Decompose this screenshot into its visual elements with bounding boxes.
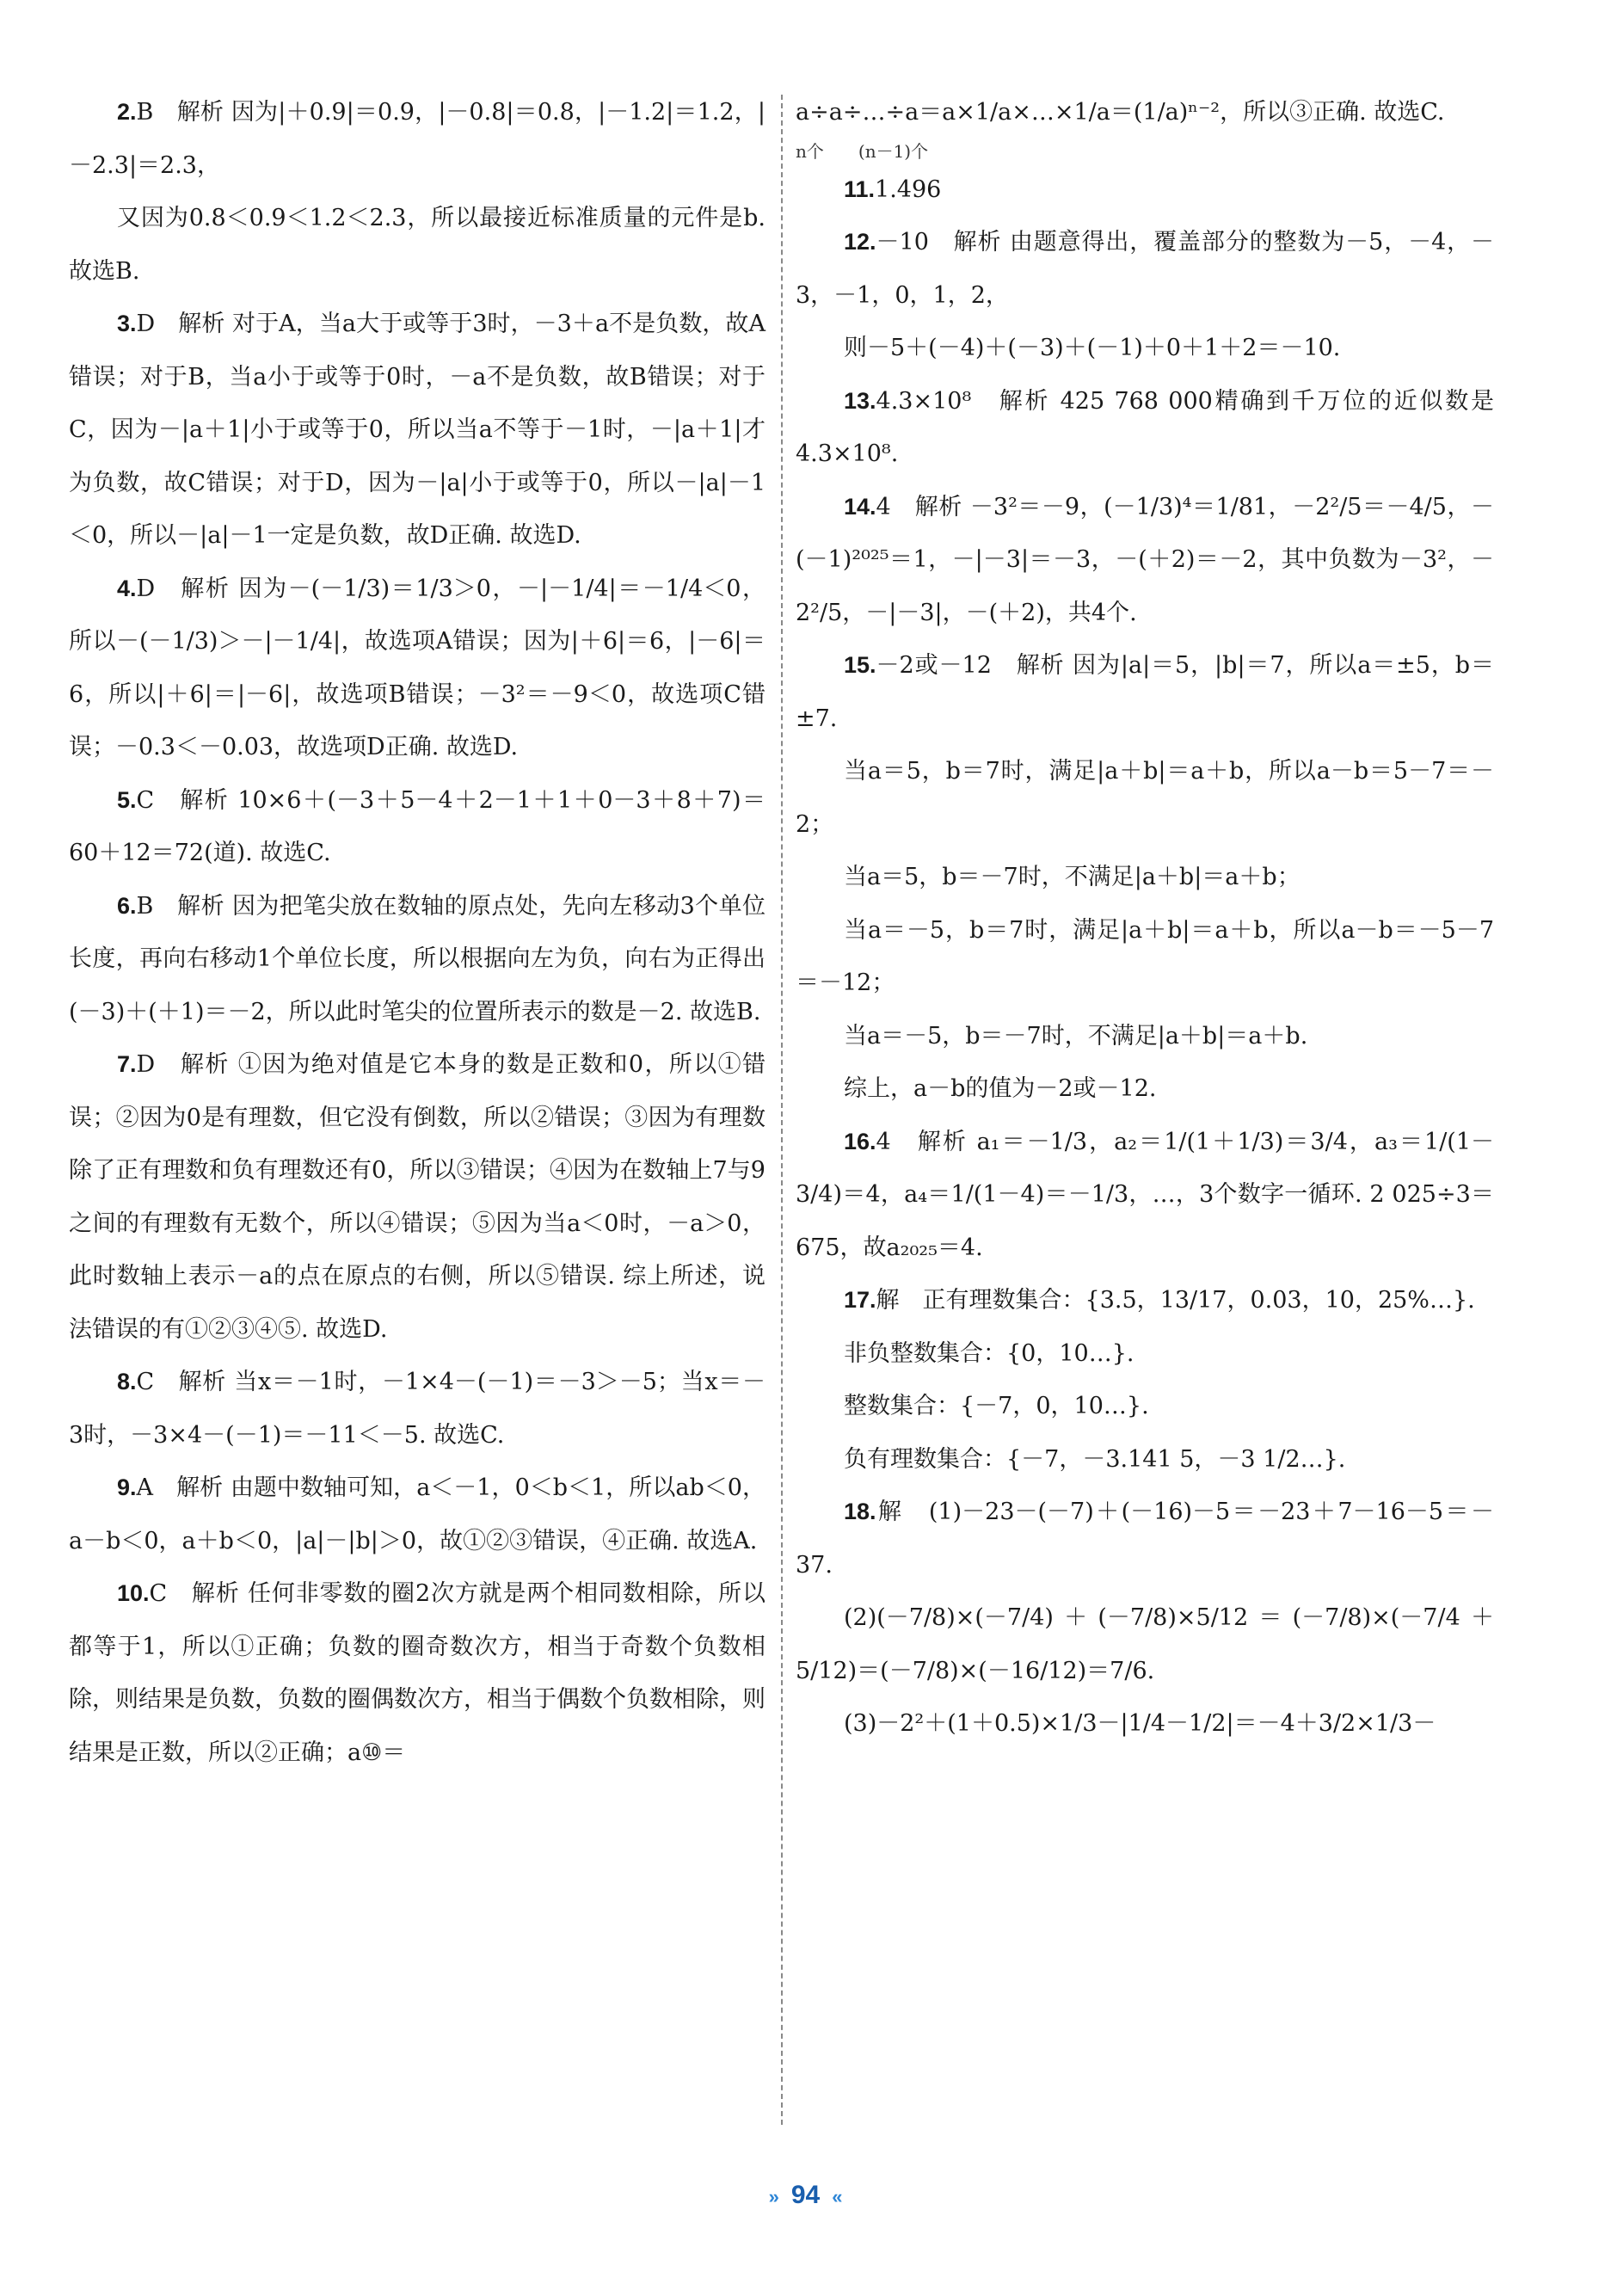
underbrace-n-minus-1: (n－1)个 <box>858 140 929 162</box>
answer-3 <box>69 298 766 563</box>
q14-text: 4 解析 －3²＝－9，(－1/3)⁴＝1/81，－2²/5＝－4/5，－(－1)²⁰²⁵＝1，－|－3|＝－3，－(＋2)＝－2，其中负数为－3²，－2²/5，－|－3|，－(＋2)，共4个. <box>796 493 1494 626</box>
q4-number: 4. <box>117 575 137 601</box>
q18-number: 18. <box>844 1499 876 1524</box>
answer-17-nonneg-int: 非负整数集合：{0，10…}. <box>844 1339 1134 1367</box>
answer-11 <box>796 163 1494 217</box>
q11-number: 11. <box>844 175 876 202</box>
answer-9 <box>69 1462 766 1567</box>
q15-number: 15. <box>844 652 876 678</box>
q10-cont-text: a÷a÷…÷a＝a×1/a×…×1/a＝(1/a)ⁿ⁻²，所以③正确. 故选C. <box>796 99 1445 126</box>
q4-text: D 解析 因为－(－1/3)＝1/3＞0，－|－1/4|＝－1/4＜0，所以－(－1/3)＞－|－1/4|，故选项A错误；因为|＋6|＝6，|－6|＝6，所以|＋6|＝|－6|，故选项B错误；－3²＝－9＜0，故选项C错误；－0.3＜－0.03，故选项D正确. 故选D. <box>69 575 766 760</box>
left-arrow-icon: » <box>768 2186 779 2207</box>
q16-number: 16. <box>844 1128 876 1154</box>
q17-text: 解 正有理数集合：{3.5，13/17，0.03，10，25%…}. <box>876 1287 1475 1314</box>
q3-number: 3. <box>117 311 137 336</box>
answer-18-part3: (3)－2²＋(1＋0.5)×1/3－|1/4－1/2|＝－4＋3/2×1/3－ <box>844 1710 1436 1737</box>
answer-15-case3: 当a＝－5，b＝7时，满足|a＋b|＝a＋b，所以a－b＝－5－7＝－12； <box>796 916 1494 996</box>
q14-number: 14. <box>844 493 876 520</box>
answer-18-part2: (2)(－7/8)×(－7/4)＋(－7/8)×5/12＝(－7/8)×(－7/4＋5/12)＝(－7/8)×(－16/12)＝7/6. <box>796 1604 1494 1684</box>
q2-text: B 解析 因为|＋0.9|＝0.9，|－0.8|＝0.8，|－1.2|＝1.2，|－2.3|＝2.3， <box>69 99 766 179</box>
q10-number: 10. <box>117 1580 150 1606</box>
answer-15-summary: 综上，a－b的值为－2或－12. <box>844 1075 1157 1102</box>
answer-14 <box>796 481 1494 640</box>
q11-text: 1.496 <box>875 175 942 203</box>
q5-text: C 解析 10×6＋(－3＋5－4＋2－1＋1＋0－3＋8＋7)＝60＋12＝72(道). 故选C. <box>69 786 766 866</box>
q10-text: C 解析 任何非零数的圈2次方就是两个相同数相除，所以都等于1，所以①正确；负数的圈奇数次方，相当于奇数个负数相除，则结果是负数，负数的圈偶数次方，相当于偶数个负数相除，则结果是正数，所以②正确；a⑩＝ <box>69 1580 766 1766</box>
page-footer <box>0 2181 1611 2210</box>
q6-number: 6. <box>117 892 137 919</box>
q13-text: 4.3×10⁸ 解析 425 768 000精确到千万位的近似数是4.3×10⁸. <box>796 387 1494 467</box>
q12-text: －10 解析 由题意得出，覆盖部分的整数为－5，－4，－3，－1，0，1，2， <box>796 229 1494 309</box>
answer-15-case4: 当a＝－5，b＝－7时，不满足|a＋b|＝a＋b. <box>844 1022 1308 1050</box>
answer-17 <box>796 1274 1494 1327</box>
answer-12-cont: 则－5＋(－4)＋(－3)＋(－1)＋0＋1＋2＝－10. <box>844 335 1341 361</box>
q13-number: 13. <box>844 387 876 414</box>
answer-18 <box>796 1486 1494 1591</box>
answer-17-neg-rational: 负有理数集合：{－7，－3.141 5，－3 1/2…}. <box>844 1445 1346 1473</box>
answer-15 <box>796 639 1494 745</box>
answer-8 <box>69 1356 766 1462</box>
column-divider <box>781 95 783 2125</box>
left-column <box>69 86 766 1779</box>
answer-4 <box>69 563 766 774</box>
q6-text: B 解析 因为把笔尖放在数轴的原点处，先向左移动3个单位长度，再向右移动1个单位长度，所以根据向左为负，向右为正得出(－3)＋(＋1)＝－2，所以此时笔尖的位置所表示的数是－2. 故选B. <box>69 892 766 1025</box>
q7-text: D 解析 ①因为绝对值是它本身的数是正数和0，所以①错误；②因为0是有理数，但它没有倒数，所以②错误；③因为有理数除了正有理数和负有理数还有0，所以③错误；④因为在数轴上7与9之间的有理数有无数个，所以④错误；⑤因为当a＜0时，－a＞0，此时数轴上表示－a的点在原点的右侧，所以⑤错误. 综上所述，说法错误的有①②③④⑤. 故选D. <box>69 1051 766 1343</box>
answer-10-cont <box>796 86 1494 139</box>
answer-15-case2: 当a＝5，b＝－7时，不满足|a＋b|＝a＋b； <box>844 864 1300 890</box>
answer-7 <box>69 1038 766 1356</box>
answer-2 <box>69 86 766 192</box>
answer-15-case1: 当a＝5，b＝7时，满足|a＋b|＝a＋b，所以a－b＝5－7＝－2； <box>796 758 1494 838</box>
page-number: 94 <box>790 2181 821 2209</box>
q2-number: 2. <box>117 99 137 125</box>
q9-number: 9. <box>117 1474 137 1500</box>
right-arrow-icon: « <box>832 2186 843 2207</box>
answer-2-cont: 又因为0.8＜0.9＜1.2＜2.3，所以最接近标准质量的元件是b. 故选B. <box>69 205 766 285</box>
q8-text: C 解析 当x＝－1时，－1×4－(－1)＝－3＞－5；当x＝－3时，－3×4－(－1)＝－11＜－5. 故选C. <box>69 1369 766 1449</box>
answer-5 <box>69 774 766 880</box>
q12-number: 12. <box>844 229 876 255</box>
answer-16 <box>796 1116 1494 1275</box>
underbrace-n: n个 <box>796 140 824 162</box>
answer-13 <box>796 375 1494 481</box>
answer-10 <box>69 1567 766 1779</box>
q18-text: 解 (1)－23－(－7)＋(－16)－5＝－23＋7－16－5＝－37. <box>796 1499 1494 1579</box>
answer-12 <box>796 216 1494 322</box>
q15-text: －2或－12 解析 因为|a|＝5，|b|＝7，所以a＝±5，b＝±7. <box>796 652 1494 732</box>
answer-17-int: 整数集合：{－7，0，10…}. <box>844 1393 1149 1419</box>
q16-text: 4 解析 a₁＝－1/3，a₂＝1/(1＋1/3)＝3/4，a₃＝1/(1－3/4)＝4，a₄＝1/(1－4)＝－1/3，…，3个数字一循环. 2 025÷3＝675，故a₂₀₂₅＝4. <box>796 1128 1494 1261</box>
answer-6 <box>69 880 766 1039</box>
q17-number: 17. <box>844 1287 876 1313</box>
q5-number: 5. <box>117 786 137 813</box>
answer-10-underbraces <box>796 139 1494 163</box>
right-column <box>796 86 1494 1751</box>
q8-number: 8. <box>117 1369 137 1394</box>
q9-text: A 解析 由题中数轴可知，a＜－1，0＜b＜1，所以ab＜0，a－b＜0，a＋b＜0，|a|－|b|＞0，故①②③错误，④正确. 故选A. <box>69 1474 766 1554</box>
q3-text: D 解析 对于A，当a大于或等于3时，－3＋a不是负数，故A错误；对于B，当a小于或等于0时，－a不是负数，故B错误；对于C，因为－|a＋1|小于或等于0，所以当a不等于－1时，－|a＋1|才为负数，故C错误；对于D，因为－|a|小于或等于0，所以－|a|－1＜0，所以－|a|－1一定是负数，故D正确. 故选D. <box>69 311 766 549</box>
q7-number: 7. <box>117 1051 137 1077</box>
